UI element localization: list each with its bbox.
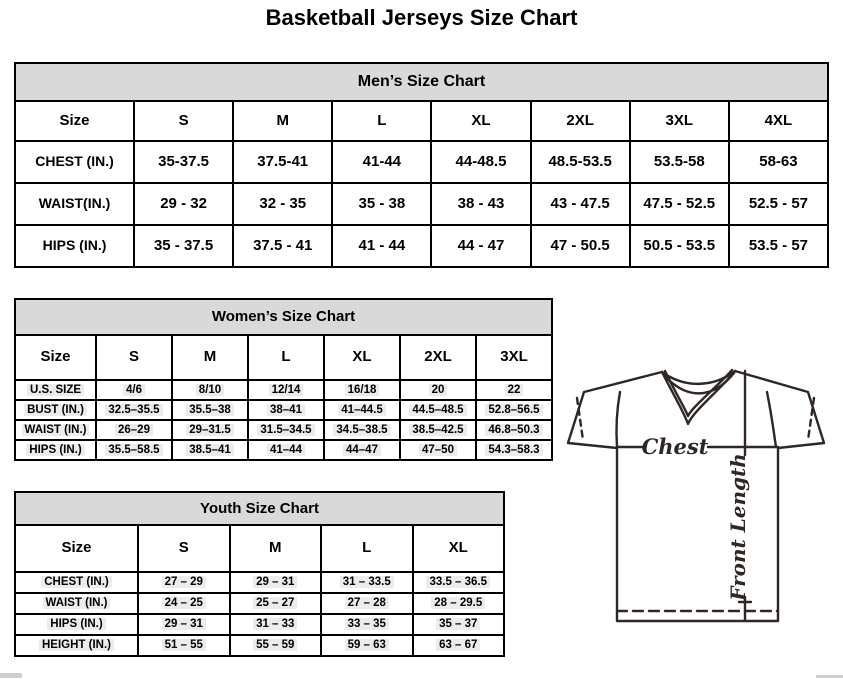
size-value-cell <box>230 635 322 656</box>
row-label-text: CHEST (IN.) <box>41 576 112 588</box>
size-value-cell <box>630 225 729 267</box>
size-value-cell <box>138 572 230 593</box>
size-value: 35 - 38 <box>358 194 406 212</box>
table-row <box>15 614 504 635</box>
column-header-label: Size <box>40 348 71 366</box>
size-value: 44 - 47 <box>457 236 505 254</box>
row-label <box>15 572 138 593</box>
womens-size-chart <box>14 298 553 461</box>
column-header <box>138 525 230 572</box>
row-label-text: CHEST (IN.) <box>35 153 114 170</box>
size-value-cell <box>413 593 505 614</box>
size-value: 52.8–56.5 <box>485 404 542 416</box>
row-label <box>15 440 96 460</box>
womens-table <box>14 334 553 461</box>
table-row <box>15 572 504 593</box>
size-value-cell <box>248 400 324 420</box>
size-value: 44–47 <box>343 444 381 456</box>
row-label-text: U.S. SIZE <box>27 384 84 396</box>
size-value-cell <box>332 225 431 267</box>
column-header-label: 3XL <box>500 348 528 366</box>
column-header <box>172 335 248 380</box>
size-value-cell <box>230 593 322 614</box>
size-value-cell <box>134 141 233 183</box>
column-header-label: M <box>276 111 289 129</box>
scrollbar-fragment-right[interactable] <box>816 675 843 678</box>
column-header <box>15 335 96 380</box>
column-header <box>431 101 530 141</box>
table-row <box>15 593 504 614</box>
size-value-cell <box>332 141 431 183</box>
youth-size-chart <box>14 491 505 657</box>
size-value-cell <box>431 225 530 267</box>
size-value-cell <box>400 440 476 460</box>
column-header-label: S <box>128 348 139 366</box>
size-value: 43 - 47.5 <box>550 194 610 212</box>
column-header <box>531 101 630 141</box>
size-value-cell <box>531 141 630 183</box>
size-value-cell <box>531 183 630 225</box>
size-value-cell <box>431 183 530 225</box>
size-value: 63 – 67 <box>436 639 480 651</box>
size-value: 37.5 - 41 <box>253 236 313 254</box>
column-header <box>15 525 138 572</box>
size-value: 22 <box>505 384 524 396</box>
size-value-cell <box>324 440 400 460</box>
size-value-cell <box>138 635 230 656</box>
armhole-seam-left <box>616 392 620 447</box>
size-value: 58-63 <box>759 152 798 170</box>
size-value-cell <box>96 400 172 420</box>
size-value-cell <box>172 400 248 420</box>
size-value: 41–44 <box>267 444 305 456</box>
size-value: 47.5 - 52.5 <box>643 194 716 212</box>
size-value-cell <box>96 420 172 440</box>
size-value-cell <box>630 183 729 225</box>
size-value-cell <box>476 400 552 420</box>
size-value-cell <box>321 614 413 635</box>
size-value: 41-44 <box>362 152 402 170</box>
row-label <box>15 593 138 614</box>
front-length-label: Front Length <box>726 453 750 601</box>
size-value: 33.5 – 36.5 <box>426 576 490 588</box>
size-value: 31 – 33 <box>253 618 297 630</box>
size-value: 38–41 <box>267 404 305 416</box>
row-label-text: HIPS (IN.) <box>26 444 84 456</box>
table-row <box>15 225 828 267</box>
size-value: 53.5 - 57 <box>748 236 809 254</box>
column-header <box>233 101 332 141</box>
column-header <box>134 101 233 141</box>
size-value-cell <box>233 141 332 183</box>
size-value: 31.5–34.5 <box>257 424 314 436</box>
size-value-cell <box>729 225 828 267</box>
table-row <box>15 440 552 460</box>
size-value-cell <box>248 420 324 440</box>
size-value: 38.5–41 <box>186 444 234 456</box>
youth-chart-title: Youth Size Chart <box>14 491 505 526</box>
header-row <box>15 525 504 572</box>
size-value: 29 - 32 <box>160 194 207 212</box>
column-header <box>230 525 322 572</box>
table-row <box>15 400 552 420</box>
chest-label: Chest <box>641 434 709 459</box>
column-header-label: Size <box>59 111 90 129</box>
size-value-cell <box>324 400 400 420</box>
page-title: Basketball Jerseys Size Chart <box>265 5 578 30</box>
size-value-cell <box>431 141 530 183</box>
size-value: 8/10 <box>196 384 224 396</box>
column-header <box>332 101 431 141</box>
column-header-label: S <box>178 539 189 557</box>
size-value: 41 - 44 <box>358 236 406 254</box>
size-value-cell <box>172 420 248 440</box>
size-value-cell <box>96 440 172 460</box>
size-value: 33 – 35 <box>345 618 389 630</box>
size-value: 27 – 28 <box>345 597 389 609</box>
column-header <box>630 101 729 141</box>
column-header <box>248 335 324 380</box>
size-value: 46.8–50.3 <box>485 424 542 436</box>
column-header-label: 3XL <box>665 111 694 129</box>
row-label <box>15 614 138 635</box>
column-header-label: L <box>377 111 387 129</box>
size-value: 47–50 <box>419 444 457 456</box>
size-value-cell <box>248 380 324 400</box>
column-header-label: L <box>362 539 372 557</box>
size-value: 34.5–38.5 <box>333 424 390 436</box>
size-value: 32 - 35 <box>259 194 307 212</box>
table-row <box>15 420 552 440</box>
row-label-text: WAIST (IN.) <box>22 424 90 436</box>
header-row <box>15 101 828 141</box>
size-value-cell <box>321 593 413 614</box>
jersey-measurement-diagram <box>556 362 841 659</box>
column-header <box>400 335 476 380</box>
size-value-cell <box>172 380 248 400</box>
table-row <box>15 183 828 225</box>
size-value-cell <box>332 183 431 225</box>
size-value: 44-48.5 <box>455 152 507 170</box>
size-value: 20 <box>429 384 448 396</box>
row-label-text: HIPS (IN.) <box>47 618 105 630</box>
mens-chart-title: Men’s Size Chart <box>14 62 829 102</box>
size-value-cell <box>324 380 400 400</box>
column-header <box>15 101 134 141</box>
column-header-label: L <box>281 348 291 366</box>
size-value-cell <box>324 420 400 440</box>
row-label <box>15 400 96 420</box>
size-value: 59 – 63 <box>345 639 389 651</box>
size-value: 35.5–38 <box>186 404 234 416</box>
jersey-outline <box>568 371 824 621</box>
row-label-text: HIPS (IN.) <box>42 237 107 254</box>
size-value-cell <box>233 225 332 267</box>
header-row <box>15 335 552 380</box>
size-value: 29–31.5 <box>186 424 234 436</box>
size-value: 55 – 59 <box>253 639 297 651</box>
size-value: 12/14 <box>269 384 304 396</box>
row-label <box>15 183 134 225</box>
size-value-cell <box>413 572 505 593</box>
row-label <box>15 225 134 267</box>
size-value: 47 - 50.5 <box>550 236 610 254</box>
size-value-cell <box>413 635 505 656</box>
row-label <box>15 420 96 440</box>
size-value-cell <box>138 614 230 635</box>
womens-chart-title: Women’s Size Chart <box>14 298 553 336</box>
column-header <box>729 101 828 141</box>
size-value-cell <box>134 183 233 225</box>
size-value: 16/18 <box>345 384 380 396</box>
size-value: 48.5-53.5 <box>548 152 612 170</box>
size-value-cell <box>729 183 828 225</box>
mens-size-chart <box>14 62 829 268</box>
size-value: 32.5–35.5 <box>105 404 162 416</box>
size-value: 24 – 25 <box>162 597 206 609</box>
size-value-cell <box>96 380 172 400</box>
size-value: 38.5–42.5 <box>409 424 466 436</box>
size-value-cell <box>172 440 248 460</box>
size-value-cell <box>230 572 322 593</box>
table-row <box>15 141 828 183</box>
column-header-label: 2XL <box>424 348 452 366</box>
size-value: 51 – 55 <box>162 639 206 651</box>
row-label-text: HEIGHT (IN.) <box>39 639 114 651</box>
size-value-cell <box>729 141 828 183</box>
size-value: 35-37.5 <box>158 152 209 170</box>
size-value: 54.3–58.3 <box>485 444 542 456</box>
column-header-label: XL <box>352 348 372 366</box>
size-value: 27 – 29 <box>162 576 206 588</box>
row-label-text: BUST (IN.) <box>24 404 87 416</box>
column-header-label: M <box>269 539 282 557</box>
table-row <box>15 380 552 400</box>
size-value-cell <box>230 614 322 635</box>
size-value-cell <box>531 225 630 267</box>
size-value: 28 – 29.5 <box>431 597 485 609</box>
size-value: 35.5–58.5 <box>105 444 162 456</box>
size-value: 29 – 31 <box>162 618 206 630</box>
size-value-cell <box>138 593 230 614</box>
row-label-text: WAIST(IN.) <box>38 195 111 212</box>
size-value: 53.5-58 <box>653 152 705 170</box>
size-value-cell <box>400 380 476 400</box>
size-value: 4/6 <box>123 384 145 396</box>
size-value-cell <box>476 380 552 400</box>
size-value: 35 – 37 <box>436 618 480 630</box>
row-label <box>15 635 138 656</box>
size-value-cell <box>476 420 552 440</box>
row-label <box>15 380 96 400</box>
column-header <box>324 335 400 380</box>
mens-table <box>14 100 829 268</box>
column-header-label: 2XL <box>566 111 594 129</box>
armhole-seam-right <box>767 392 776 447</box>
size-value-cell <box>134 225 233 267</box>
column-header <box>413 525 505 572</box>
row-label-text: WAIST (IN.) <box>43 597 111 609</box>
column-header <box>476 335 552 380</box>
size-value: 52.5 - 57 <box>748 194 809 212</box>
table-row <box>15 635 504 656</box>
column-header-label: XL <box>448 539 468 557</box>
size-value-cell <box>400 420 476 440</box>
column-header-label: Size <box>61 539 92 557</box>
size-value: 38 - 43 <box>457 194 505 212</box>
column-header-label: XL <box>471 111 491 129</box>
size-value: 29 – 31 <box>253 576 297 588</box>
size-value-cell <box>248 440 324 460</box>
size-value: 35 - 37.5 <box>153 236 214 254</box>
youth-table <box>14 524 505 657</box>
size-value: 44.5–48.5 <box>409 404 466 416</box>
size-value-cell <box>321 572 413 593</box>
size-value-cell <box>476 440 552 460</box>
size-value: 50.5 - 53.5 <box>643 236 716 254</box>
row-label <box>15 141 134 183</box>
size-value: 41–44.5 <box>338 404 386 416</box>
size-value: 31 – 33.5 <box>340 576 394 588</box>
size-value-cell <box>321 635 413 656</box>
column-header-label: 4XL <box>764 111 793 129</box>
column-header-label: S <box>178 111 189 129</box>
column-header <box>321 525 413 572</box>
size-value: 37.5-41 <box>257 152 309 170</box>
size-value-cell <box>233 183 332 225</box>
scrollbar-fragment-left[interactable] <box>0 673 22 678</box>
column-header-label: M <box>203 348 217 366</box>
size-value-cell <box>400 400 476 420</box>
size-value-cell <box>630 141 729 183</box>
column-header <box>96 335 172 380</box>
size-value: 25 – 27 <box>253 597 297 609</box>
size-value: 26–29 <box>115 424 153 436</box>
size-value-cell <box>413 614 505 635</box>
